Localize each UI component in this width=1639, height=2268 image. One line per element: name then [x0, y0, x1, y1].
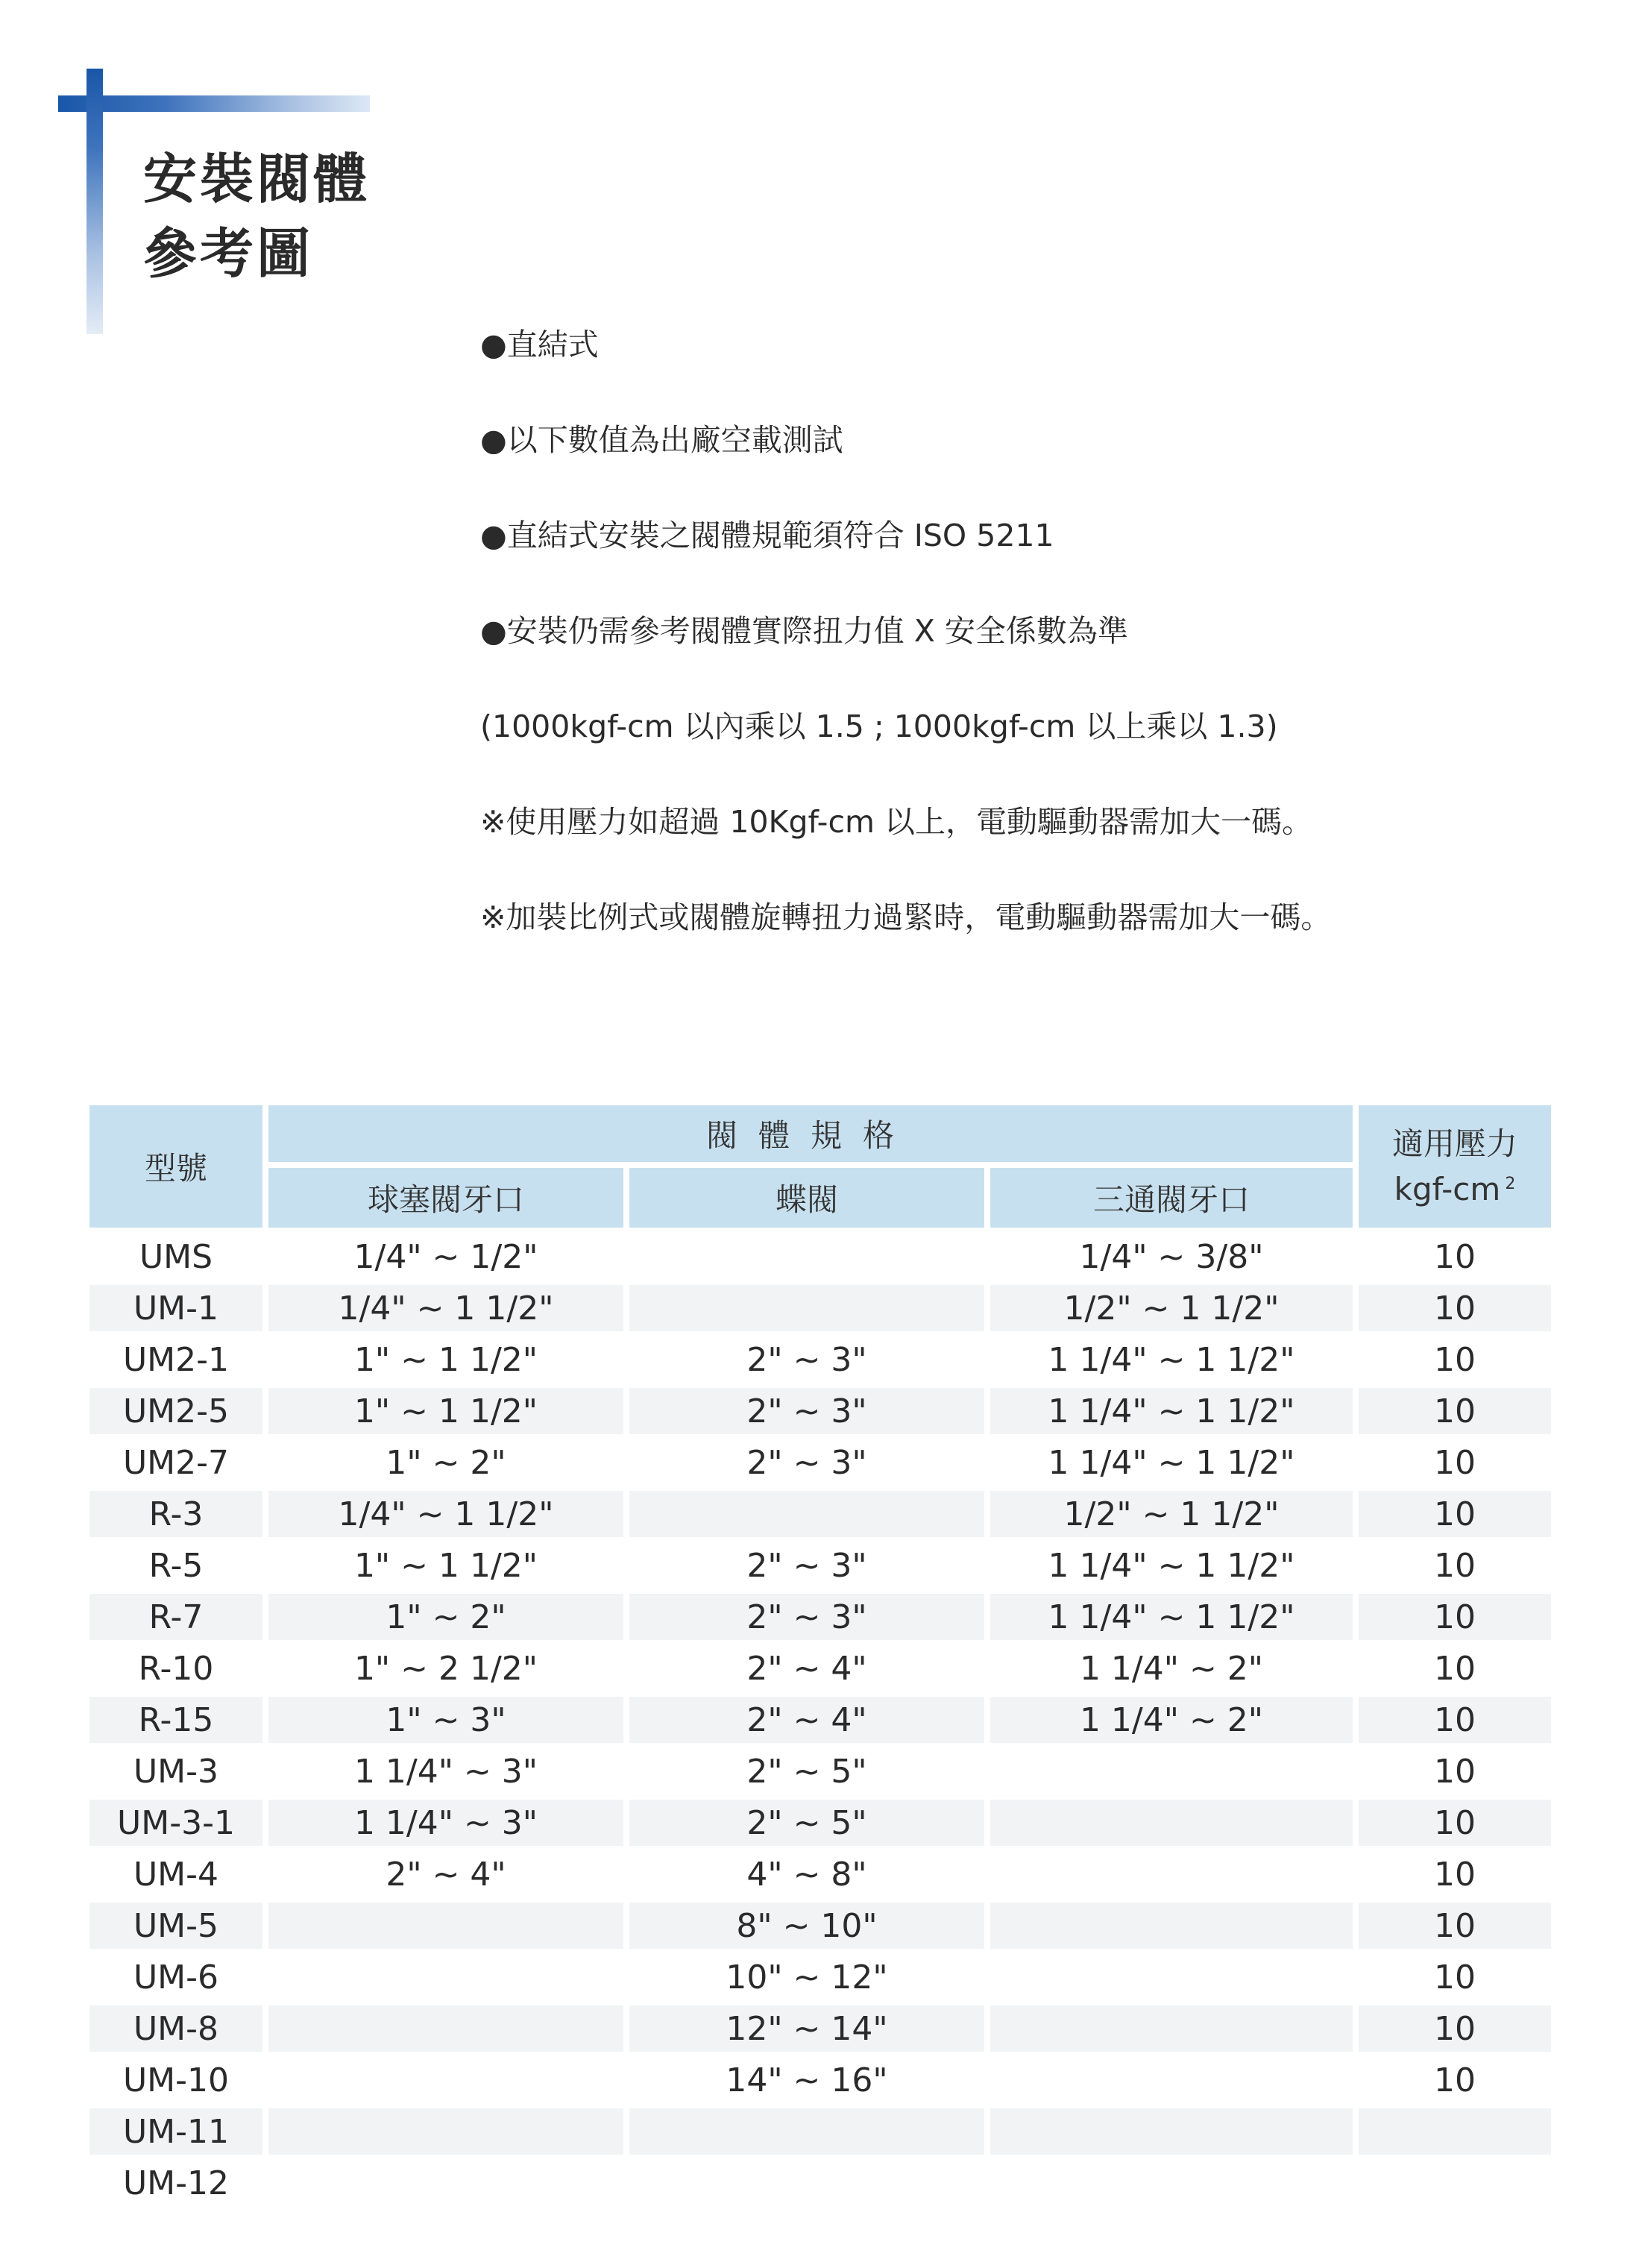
cell-three-way-valve: [990, 1903, 1353, 1949]
cell-ball-valve: [268, 1954, 623, 2000]
cell-model: R-5: [148, 1546, 204, 1585]
header-decor-horizontal-bar: [58, 95, 370, 112]
cell-three-way-valve: 1 1/4" ~ 1 1/2": [1048, 1340, 1295, 1379]
table-row: [89, 1234, 1551, 1285]
cell-pressure: 10: [1359, 2005, 1551, 2052]
cell-three-way-valve: 1 1/4" ~ 2": [990, 1697, 1353, 1743]
valve-spec-table: [89, 1105, 1551, 2211]
cell-ball-valve: 1" ~ 2": [386, 1443, 506, 1482]
table-row: [89, 1800, 1551, 1851]
cell-pressure: [1359, 2160, 1551, 2206]
cell-three-way-valve: 1 1/4" ~ 1 1/2": [1048, 1443, 1295, 1482]
cell-model: R-15: [89, 1697, 262, 1743]
cell-butterfly-valve: 2" ~ 5": [746, 1752, 867, 1791]
table-row: [89, 1594, 1551, 1645]
cell-three-way-valve: [990, 1800, 1353, 1846]
cell-three-way-valve: [990, 2005, 1353, 2052]
table-row: [89, 2057, 1551, 2108]
cell-pressure: 10: [1434, 2061, 1476, 2099]
table-row: [89, 1903, 1551, 1954]
cell-ball-valve: [268, 2108, 623, 2155]
table-row: [89, 1491, 1551, 1542]
cell-ball-valve: 1" ~ 2": [268, 1594, 623, 1640]
cell-pressure: 10: [1359, 1903, 1551, 1949]
cell-pressure: 10: [1434, 1855, 1476, 1894]
header-ball-valve: 球塞閥牙口: [268, 1168, 623, 1228]
header-pressure-unit: kgf-cm: [1394, 1170, 1501, 1207]
cell-pressure: 10: [1359, 1388, 1551, 1434]
note-item: ●安裝仍需參考閥體實際扭力值 X 安全係數為準: [480, 613, 1128, 649]
cell-butterfly-valve: 2" ~ 3": [629, 1388, 984, 1434]
cell-model: UM2-5: [89, 1388, 262, 1434]
notes-list: [480, 322, 1599, 990]
cell-model: UM-5: [89, 1903, 262, 1949]
page-title-line-1: 安裝閥體: [143, 148, 371, 210]
cell-ball-valve: 1 1/4" ~ 3": [353, 1752, 538, 1791]
cell-butterfly-valve: 2" ~ 5": [629, 1800, 984, 1846]
cell-three-way-valve: [990, 1954, 1353, 2000]
header-valve-spec: 閥體規格: [268, 1105, 1353, 1162]
cell-model: UM-1: [89, 1285, 262, 1331]
cell-three-way-valve: 1 1/4" ~ 1 1/2": [1048, 1546, 1295, 1585]
cell-model: UM-8: [89, 2005, 262, 2052]
cell-model: R-7: [89, 1594, 262, 1640]
cell-butterfly-valve: 2" ~ 3": [746, 1443, 867, 1482]
cell-model: UM-3: [133, 1752, 219, 1791]
cell-pressure: 10: [1359, 1800, 1551, 1846]
header-pressure-label: 適用壓力: [1391, 1125, 1517, 1162]
cell-butterfly-valve: 2" ~ 3": [629, 1594, 984, 1640]
table-row: [89, 2108, 1551, 2160]
cell-pressure: 10: [1434, 1546, 1476, 1585]
header-pressure: [1359, 1105, 1551, 1228]
cell-butterfly-valve: 14" ~ 16": [726, 2061, 888, 2099]
cell-ball-valve: [268, 2057, 623, 2103]
cell-model: UM-6: [133, 1958, 219, 1997]
cell-ball-valve: 1/4" ~ 1/2": [353, 1237, 538, 1276]
cell-ball-valve: 1" ~ 2 1/2": [353, 1649, 538, 1688]
cell-ball-valve: 1 1/4" ~ 3": [268, 1800, 623, 1846]
cell-three-way-valve: [990, 2057, 1353, 2103]
cell-model: UM2-7: [122, 1443, 230, 1482]
cell-model: UM2-1: [122, 1340, 230, 1379]
header-decor-vertical-bar: [86, 69, 103, 334]
header-pressure-sup: 2: [1505, 1174, 1516, 1193]
cell-pressure: 10: [1434, 1340, 1476, 1379]
table-row: [89, 1697, 1551, 1748]
cell-three-way-valve: [990, 1851, 1353, 1897]
table-body: [89, 1234, 1551, 2211]
note-item: ※使用壓力如超過 10Kgf-cm 以上，電動驅動器需加大一碼。: [480, 804, 1312, 840]
table-row: [89, 1851, 1551, 1903]
table-row: [89, 1439, 1551, 1491]
cell-three-way-valve: 1/2" ~ 1 1/2": [990, 1285, 1353, 1331]
cell-pressure: 10: [1434, 1443, 1476, 1482]
cell-three-way-valve: 1 1/4" ~ 1 1/2": [990, 1594, 1353, 1640]
cell-ball-valve: [268, 2005, 623, 2052]
note-item: ●直結式安裝之閥體規範須符合 ISO 5211: [480, 518, 1054, 553]
table-row: [89, 1748, 1551, 1800]
cell-ball-valve: 2" ~ 4": [386, 1855, 506, 1894]
cell-model: UM-11: [89, 2108, 262, 2155]
header-butterfly-valve: 蝶閥: [629, 1168, 984, 1228]
cell-ball-valve: 1" ~ 3": [268, 1697, 623, 1743]
table-row: [89, 1542, 1551, 1594]
cell-model: UM-3-1: [89, 1800, 262, 1846]
cell-three-way-valve: 1/2" ~ 1 1/2": [990, 1491, 1353, 1537]
table-row: [89, 2005, 1551, 2057]
cell-pressure: 10: [1359, 1594, 1551, 1640]
cell-ball-valve: [268, 2160, 623, 2206]
cell-ball-valve: 1" ~ 1 1/2": [353, 1340, 538, 1379]
cell-three-way-valve: [990, 1748, 1353, 1794]
note-item: ●直結式: [480, 327, 599, 362]
table-row: [89, 1388, 1551, 1439]
cell-ball-valve: [268, 1903, 623, 1949]
cell-butterfly-valve: 2" ~ 4": [629, 1697, 984, 1743]
cell-ball-valve: 1" ~ 1 1/2": [268, 1388, 623, 1434]
cell-butterfly-valve: [629, 2160, 984, 2206]
header-model: 型號: [89, 1105, 262, 1228]
cell-pressure: 10: [1434, 1752, 1476, 1791]
cell-pressure: 10: [1359, 1491, 1551, 1537]
table-header: [89, 1105, 1551, 1228]
cell-model: R-10: [138, 1649, 214, 1688]
cell-pressure: 10: [1359, 1697, 1551, 1743]
cell-butterfly-valve: [629, 2108, 984, 2155]
cell-butterfly-valve: [629, 1285, 984, 1331]
cell-ball-valve: 1" ~ 1 1/2": [353, 1546, 538, 1585]
table-row: [89, 1336, 1551, 1388]
cell-butterfly-valve: 2" ~ 3": [746, 1340, 867, 1379]
cell-model: UMS: [139, 1237, 213, 1276]
cell-butterfly-valve: [629, 1491, 984, 1537]
table-row: [89, 2160, 1551, 2211]
cell-three-way-valve: [990, 2108, 1353, 2155]
cell-ball-valve: 1/4" ~ 1 1/2": [268, 1285, 623, 1331]
cell-ball-valve: 1/4" ~ 1 1/2": [268, 1491, 623, 1537]
cell-pressure: [1359, 2108, 1551, 2155]
cell-butterfly-valve: 4" ~ 8": [746, 1855, 867, 1894]
cell-model: UM-12: [122, 2164, 230, 2202]
cell-butterfly-valve: 12" ~ 14": [629, 2005, 984, 2052]
table-row: [89, 1645, 1551, 1697]
cell-butterfly-valve: 2" ~ 3": [746, 1546, 867, 1585]
cell-butterfly-valve: [629, 1234, 984, 1280]
cell-pressure: 10: [1434, 1649, 1476, 1688]
note-item: (1000kgf-cm 以內乘以 1.5 ; 1000kgf-cm 以上乘以 1.3): [480, 709, 1278, 744]
page-title: [143, 142, 370, 291]
table-row: [89, 1285, 1551, 1336]
cell-butterfly-valve: 10" ~ 12": [726, 1958, 888, 1997]
table-row: [89, 1954, 1551, 2005]
cell-butterfly-valve: 8" ~ 10": [629, 1903, 984, 1949]
cell-model: UM-10: [122, 2061, 230, 2099]
header-three-way-valve: 三通閥牙口: [990, 1168, 1353, 1228]
cell-three-way-valve: 1/4" ~ 3/8": [1079, 1237, 1264, 1276]
page-title-line-2: 參考圖: [143, 222, 314, 285]
cell-three-way-valve: [990, 2160, 1353, 2206]
note-item: ※加裝比例式或閥體旋轉扭力過緊時，電動驅動器需加大一碼。: [480, 899, 1332, 935]
cell-three-way-valve: 1 1/4" ~ 2": [1079, 1649, 1264, 1688]
note-item: ●以下數值為出廠空載測試: [480, 422, 843, 458]
cell-model: R-3: [89, 1491, 262, 1537]
cell-butterfly-valve: 2" ~ 4": [746, 1649, 867, 1688]
cell-model: UM-4: [133, 1855, 219, 1894]
cell-pressure: 10: [1434, 1237, 1476, 1276]
header-pressure-unit-wrap: [1394, 1164, 1516, 1210]
cell-pressure: 10: [1359, 1285, 1551, 1331]
cell-pressure: 10: [1434, 1958, 1476, 1997]
cell-three-way-valve: 1 1/4" ~ 1 1/2": [990, 1388, 1353, 1434]
